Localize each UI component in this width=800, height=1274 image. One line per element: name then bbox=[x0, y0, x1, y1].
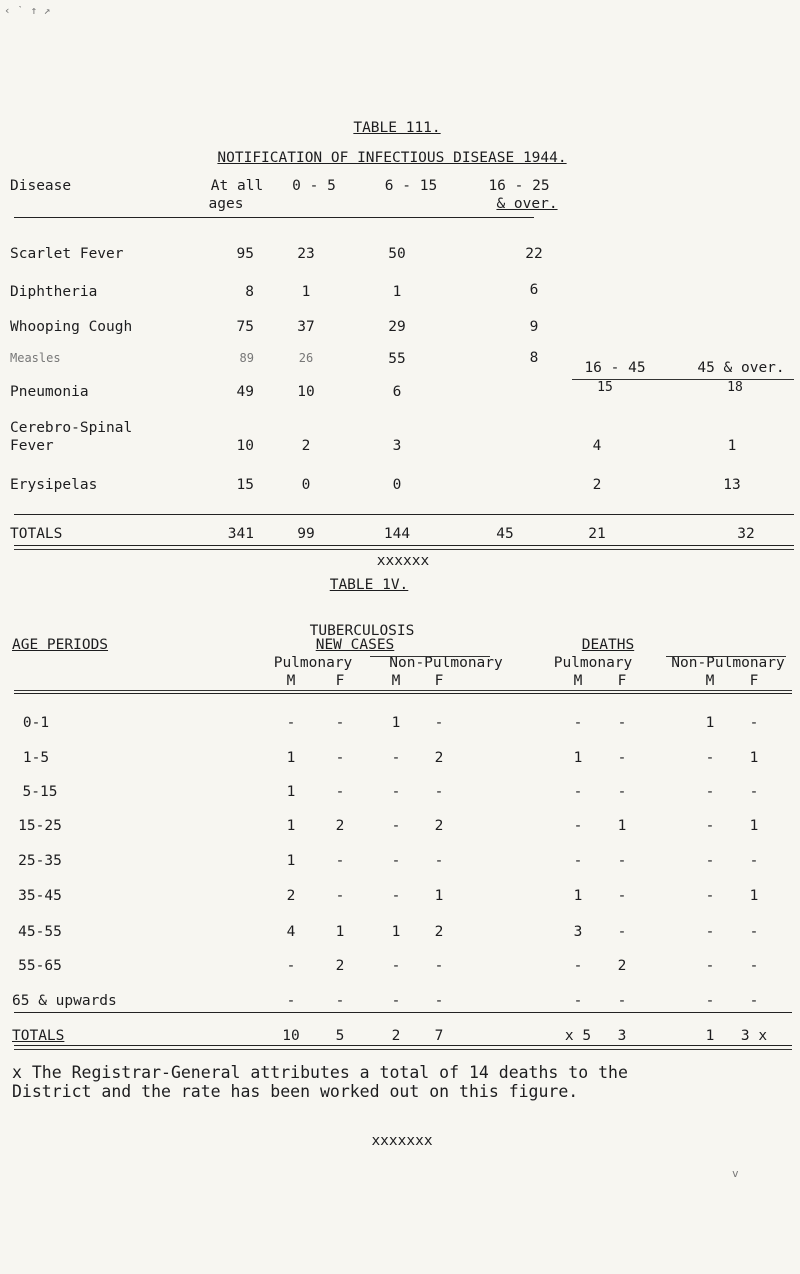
tb-cell: - bbox=[335, 784, 345, 800]
tb-cell: - bbox=[749, 958, 759, 974]
tb-cell: - bbox=[617, 750, 627, 766]
tb-cell: 1 bbox=[391, 924, 401, 940]
cell-all: 15 bbox=[236, 477, 254, 493]
tb-cell: 1 bbox=[391, 715, 401, 731]
tb-cell: 1 bbox=[749, 818, 759, 834]
tb-cell: - bbox=[749, 924, 759, 940]
header-all-ages-1: At all bbox=[210, 178, 264, 194]
tb-age-period: 25-35 bbox=[18, 853, 62, 869]
tb-total-cell: 10 bbox=[282, 1028, 300, 1044]
cell-all: 89 bbox=[239, 351, 254, 365]
totals-label: TOTALS bbox=[10, 526, 63, 542]
tb-cell: 1 bbox=[573, 750, 583, 766]
tb-cell: - bbox=[434, 993, 444, 1009]
header-15: 15 bbox=[597, 380, 613, 395]
tb-cell: - bbox=[617, 888, 627, 904]
tb-cell: 2 bbox=[617, 958, 627, 974]
tb-total-cell: 3 bbox=[617, 1028, 627, 1044]
tb-cell: - bbox=[434, 958, 444, 974]
total-16-over: 45 bbox=[496, 526, 514, 542]
tb-cell: - bbox=[335, 993, 345, 1009]
footnote-line-2: District and the rate has been worked out on this figure. bbox=[12, 1082, 579, 1101]
tb-cell: - bbox=[434, 853, 444, 869]
header-new-pulmonary: Pulmonary bbox=[273, 655, 353, 671]
tb-cell: 1 bbox=[286, 818, 296, 834]
cell-0-5: 2 bbox=[301, 438, 311, 454]
tb-cell: - bbox=[705, 958, 715, 974]
tb-age-period: 55-65 bbox=[18, 958, 62, 974]
cell-6-15: 1 bbox=[392, 284, 402, 300]
tb-cell: - bbox=[705, 818, 715, 834]
tb-age-period: 35-45 bbox=[18, 888, 62, 904]
tb-cell: - bbox=[617, 993, 627, 1009]
tb-total-cell: 1 bbox=[705, 1028, 715, 1044]
tb-cell: - bbox=[335, 715, 345, 731]
cell-0-5: 37 bbox=[297, 319, 315, 335]
tb-cell: 1 bbox=[705, 715, 715, 731]
header-age-periods: AGE PERIODS bbox=[12, 637, 109, 653]
tb-cell: - bbox=[705, 924, 715, 940]
total-0-5: 99 bbox=[297, 526, 315, 542]
tb-cell: - bbox=[617, 853, 627, 869]
tb-cell: 2 bbox=[434, 750, 444, 766]
tb-totals-label: TOTALS bbox=[12, 1028, 65, 1044]
tb-cell: - bbox=[391, 818, 401, 834]
total-16-45: 21 bbox=[588, 526, 606, 542]
tb-cell: 2 bbox=[286, 888, 296, 904]
tb-cell: - bbox=[573, 784, 583, 800]
table-3-title: TABLE 111. bbox=[353, 120, 441, 136]
tb-cell: 1 bbox=[286, 853, 296, 869]
cell-6-15: 55 bbox=[388, 351, 406, 367]
tb-cell: - bbox=[391, 993, 401, 1009]
tb-cell: - bbox=[286, 993, 296, 1009]
header-m: M bbox=[286, 673, 296, 689]
tb-cell: - bbox=[749, 715, 759, 731]
tb-cell: - bbox=[391, 784, 401, 800]
header-and-over: & over. bbox=[496, 196, 558, 212]
tb-cell: 1 bbox=[617, 818, 627, 834]
tb-cell: - bbox=[573, 853, 583, 869]
tb-cell: 3 bbox=[573, 924, 583, 940]
header-f: F bbox=[617, 673, 627, 689]
tb-cell: 2 bbox=[434, 924, 444, 940]
footnote-line-1: x The Registrar-General attributes a total of 14 deaths to the bbox=[12, 1063, 628, 1082]
cell-16-over: 22 bbox=[525, 246, 543, 262]
tb-cell: - bbox=[749, 853, 759, 869]
cell-16-45: 2 bbox=[592, 477, 602, 493]
header-m: M bbox=[573, 673, 583, 689]
separator-2: xxxxxxx bbox=[371, 1133, 433, 1149]
tb-cell: - bbox=[335, 853, 345, 869]
tb-cell: - bbox=[573, 993, 583, 1009]
tb-age-period: 65 & upwards bbox=[12, 993, 117, 1009]
cell-6-15: 50 bbox=[388, 246, 406, 262]
header-death-non-pulmonary: Non-Pulmonary bbox=[671, 655, 785, 671]
tb-cell: - bbox=[335, 750, 345, 766]
cell-0-5: 1 bbox=[301, 284, 311, 300]
cell-0-5: 10 bbox=[297, 384, 315, 400]
header-tuberculosis: TUBERCULOSIS bbox=[309, 623, 415, 639]
header-f: F bbox=[434, 673, 444, 689]
tb-total-cell: 2 bbox=[391, 1028, 401, 1044]
tb-cell: - bbox=[391, 750, 401, 766]
disease-name: Pneumonia bbox=[10, 384, 89, 400]
tb-total-cell: 3 x bbox=[740, 1028, 768, 1044]
cell-0-5: 23 bbox=[297, 246, 315, 262]
header-6-15: 6 - 15 bbox=[384, 178, 438, 194]
tb-cell: 4 bbox=[286, 924, 296, 940]
cell-all: 49 bbox=[236, 384, 254, 400]
tb-total-cell: x 5 bbox=[564, 1028, 592, 1044]
tb-age-period: 45-55 bbox=[18, 924, 62, 940]
header-16-45: 16 - 45 bbox=[584, 360, 646, 376]
tb-cell: 1 bbox=[749, 750, 759, 766]
tb-cell: - bbox=[705, 853, 715, 869]
tb-cell: 1 bbox=[286, 784, 296, 800]
tb-cell: - bbox=[286, 958, 296, 974]
tb-cell: - bbox=[391, 888, 401, 904]
tb-total-cell: 7 bbox=[434, 1028, 444, 1044]
tb-cell: 1 bbox=[749, 888, 759, 904]
tb-age-period: 15-25 bbox=[18, 818, 62, 834]
cell-6-15: 0 bbox=[392, 477, 402, 493]
tb-cell: - bbox=[391, 958, 401, 974]
total-6-15: 144 bbox=[383, 526, 411, 542]
cell-45-over: 13 bbox=[723, 477, 741, 493]
disease-name-cont: Fever bbox=[10, 438, 54, 454]
header-all-ages-2: ages bbox=[208, 196, 244, 212]
tb-cell: - bbox=[573, 818, 583, 834]
cell-all: 10 bbox=[236, 438, 254, 454]
cell-16-45: 4 bbox=[592, 438, 602, 454]
disease-name: Scarlet Fever bbox=[10, 246, 124, 262]
tb-cell: - bbox=[617, 784, 627, 800]
table-3-subtitle: NOTIFICATION OF INFECTIOUS DISEASE 1944. bbox=[217, 150, 567, 166]
cell-16-over: 9 bbox=[529, 319, 539, 335]
header-disease: Disease bbox=[10, 178, 72, 194]
cell-6-15: 3 bbox=[392, 438, 402, 454]
cell-16-over: 6 bbox=[529, 282, 539, 298]
tb-cell: - bbox=[391, 853, 401, 869]
table-4-title: TABLE 1V. bbox=[329, 577, 409, 593]
cell-0-5: 26 bbox=[298, 351, 314, 365]
tb-cell: - bbox=[705, 784, 715, 800]
header-16-25: 16 - 25 bbox=[488, 178, 550, 194]
tb-cell: - bbox=[617, 924, 627, 940]
header-f: F bbox=[335, 673, 345, 689]
tb-cell: - bbox=[573, 958, 583, 974]
tb-cell: 2 bbox=[335, 818, 345, 834]
disease-name: Erysipelas bbox=[10, 477, 98, 493]
tb-cell: 1 bbox=[286, 750, 296, 766]
tb-age-period: 5-15 bbox=[22, 784, 58, 800]
tb-cell: - bbox=[573, 715, 583, 731]
header-m: M bbox=[705, 673, 715, 689]
tb-cell: 1 bbox=[335, 924, 345, 940]
disease-name: Measles bbox=[10, 351, 61, 365]
total-45-over: 32 bbox=[737, 526, 755, 542]
separator-1: xxxxxx bbox=[376, 553, 430, 569]
cell-all: 75 bbox=[236, 319, 254, 335]
disease-name: Diphtheria bbox=[10, 284, 98, 300]
tb-cell: 1 bbox=[573, 888, 583, 904]
tb-cell: - bbox=[286, 715, 296, 731]
header-0-5: 0 - 5 bbox=[292, 178, 336, 194]
cell-6-15: 29 bbox=[388, 319, 406, 335]
tb-cell: - bbox=[705, 750, 715, 766]
tb-cell: 2 bbox=[434, 818, 444, 834]
tb-cell: - bbox=[749, 993, 759, 1009]
tb-total-cell: 5 bbox=[335, 1028, 345, 1044]
header-death-pulmonary: Pulmonary bbox=[553, 655, 633, 671]
disease-name: Whooping Cough bbox=[10, 319, 133, 335]
corner-mark: ‹ ˋ ↑ ↗ bbox=[4, 4, 51, 17]
total-all: 341 bbox=[227, 526, 254, 542]
tb-cell: - bbox=[617, 715, 627, 731]
tb-cell: - bbox=[749, 784, 759, 800]
header-deaths: DEATHS bbox=[581, 637, 635, 653]
cell-45-over: 1 bbox=[727, 438, 737, 454]
header-m: M bbox=[391, 673, 401, 689]
tb-cell: 1 bbox=[434, 888, 444, 904]
cell-0-5: 0 bbox=[301, 477, 311, 493]
header-new-non-pulmonary: Non-Pulmonary bbox=[389, 655, 503, 671]
cell-all: 95 bbox=[236, 246, 254, 262]
header-f: F bbox=[749, 673, 759, 689]
header-45-over: 45 & over. bbox=[697, 360, 785, 376]
disease-name: Cerebro-Spinal bbox=[10, 420, 133, 436]
cell-6-15: 6 bbox=[392, 384, 402, 400]
tb-cell: - bbox=[335, 888, 345, 904]
tb-cell: - bbox=[434, 784, 444, 800]
tb-cell: 2 bbox=[335, 958, 345, 974]
header-18: 18 bbox=[727, 380, 743, 395]
cell-all: 8 bbox=[245, 284, 254, 300]
tb-cell: - bbox=[434, 715, 444, 731]
tb-age-period: 0-1 bbox=[22, 715, 50, 731]
tb-cell: - bbox=[705, 888, 715, 904]
tb-age-period: 1-5 bbox=[22, 750, 50, 766]
cell-16-over: 8 bbox=[529, 350, 539, 366]
header-new-cases: NEW CASES bbox=[315, 637, 395, 653]
tb-cell: - bbox=[705, 993, 715, 1009]
margin-mark: v bbox=[732, 1167, 739, 1180]
